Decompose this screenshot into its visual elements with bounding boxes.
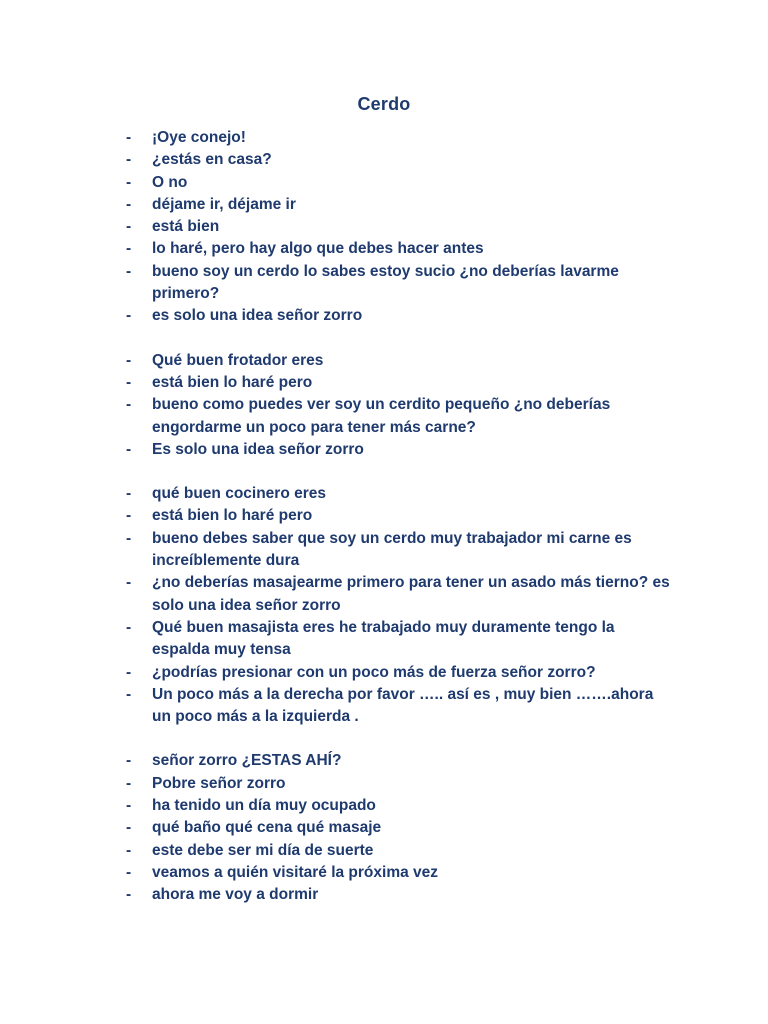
dialogue-line <box>126 662 676 684</box>
bullet-dash: - <box>126 440 132 458</box>
dialogue-line <box>126 684 676 729</box>
dialogue-line <box>126 817 676 839</box>
bullet-dash: - <box>126 797 132 815</box>
line-text: Qué buen frotador eres <box>152 351 324 369</box>
dialogue-line <box>126 439 676 461</box>
bullet-dash: - <box>126 886 132 904</box>
bullet-dash: - <box>126 195 132 213</box>
bullet-dash: - <box>126 752 132 770</box>
dialogue-line <box>126 238 676 260</box>
bullet-dash: - <box>126 819 132 837</box>
bullet-dash: - <box>126 218 132 236</box>
line-text: ¿podrías presionar con un poco más de fuerza señor zorro? <box>152 663 596 681</box>
dialogue-line <box>126 505 676 527</box>
dialogue-line <box>126 149 676 171</box>
line-text: señor zorro ¿ESTAS AHÍ? <box>152 752 342 770</box>
bullet-dash: - <box>126 574 132 592</box>
line-text: es solo una idea señor zorro <box>152 307 363 325</box>
dialogue-content <box>126 127 676 929</box>
line-text: Un poco más a la derecha por favor ….. así es , muy bien …….ahora un poco más a la izquierda . <box>152 685 654 726</box>
line-text: ¿no deberías masajearme primero para tener un asado más tierno? es solo una idea señor zorro <box>152 574 670 614</box>
line-text: está bien <box>152 218 220 236</box>
dialogue-line <box>126 372 676 394</box>
bullet-dash: - <box>126 485 132 503</box>
line-text: este debe ser mi día de suerte <box>152 841 374 859</box>
bullet-dash: - <box>126 841 132 859</box>
line-text: ¡Oye conejo! <box>152 129 246 146</box>
dialogue-line <box>126 840 676 862</box>
stanza-2 <box>126 350 676 461</box>
dialogue-line <box>126 617 676 662</box>
dialogue-line <box>126 750 676 772</box>
dialogue-line <box>126 127 676 149</box>
line-text: qué baño qué cena qué masaje <box>152 819 382 837</box>
dialogue-line <box>126 216 676 238</box>
bullet-dash: - <box>126 863 132 881</box>
dialogue-line <box>126 773 676 795</box>
bullet-dash: - <box>126 262 132 280</box>
document-title: Cerdo <box>357 94 411 114</box>
dialogue-line <box>126 394 676 439</box>
bullet-dash: - <box>126 351 132 369</box>
stanza-4 <box>126 750 676 906</box>
stanza-3 <box>126 483 676 728</box>
stanza-1 <box>126 127 676 328</box>
bullet-dash: - <box>126 307 132 325</box>
bullet-dash: - <box>126 240 132 258</box>
line-text: qué buen cocinero eres <box>152 485 326 503</box>
dialogue-line <box>126 350 676 372</box>
bullet-dash: - <box>126 373 132 391</box>
dialogue-line <box>126 884 676 906</box>
line-text: bueno debes saber que soy un cerdo muy trabajador mi carne es increíblemente dura <box>152 529 632 570</box>
bullet-dash: - <box>126 151 132 169</box>
dialogue-line <box>126 172 676 194</box>
bullet-dash: - <box>126 618 132 636</box>
line-text: ¿estás en casa? <box>152 151 272 169</box>
bullet-dash: - <box>126 774 132 792</box>
bullet-dash: - <box>126 173 132 191</box>
line-text: Pobre señor zorro <box>152 774 286 792</box>
bullet-dash: - <box>126 129 132 146</box>
line-text: ahora me voy a dormir <box>152 886 319 904</box>
bullet-dash: - <box>126 396 132 414</box>
line-text: está bien lo haré pero <box>152 507 313 525</box>
line-text: bueno soy un cerdo lo sabes estoy sucio ¿no deberías lavarme primero? <box>152 262 619 303</box>
dialogue-line <box>126 862 676 884</box>
line-text: Es solo una idea señor zorro <box>152 440 364 458</box>
line-text: está bien lo haré pero <box>152 373 313 391</box>
line-text: déjame ir, déjame ir <box>152 195 296 213</box>
bullet-dash: - <box>126 685 132 703</box>
dialogue-line <box>126 483 676 505</box>
dialogue-line <box>126 305 676 327</box>
line-text: ha tenido un día muy ocupado <box>152 797 376 815</box>
dialogue-line <box>126 528 676 573</box>
dialogue-line <box>126 194 676 216</box>
bullet-dash: - <box>126 663 132 681</box>
line-text: bueno como puedes ver soy un cerdito pequeño ¿no deberías engordarme un poco para tener más carne? <box>152 396 611 436</box>
dialogue-line <box>126 261 676 306</box>
line-text: O no <box>152 173 188 191</box>
dialogue-line <box>126 572 676 617</box>
line-text: Qué buen masajista eres he trabajado muy duramente tengo la espalda muy tensa <box>152 618 615 659</box>
dialogue-line <box>126 795 676 817</box>
line-text: lo haré, pero hay algo que debes hacer antes <box>152 240 484 258</box>
bullet-dash: - <box>126 507 132 525</box>
bullet-dash: - <box>126 529 132 547</box>
line-text: veamos a quién visitaré la próxima vez <box>152 863 439 881</box>
